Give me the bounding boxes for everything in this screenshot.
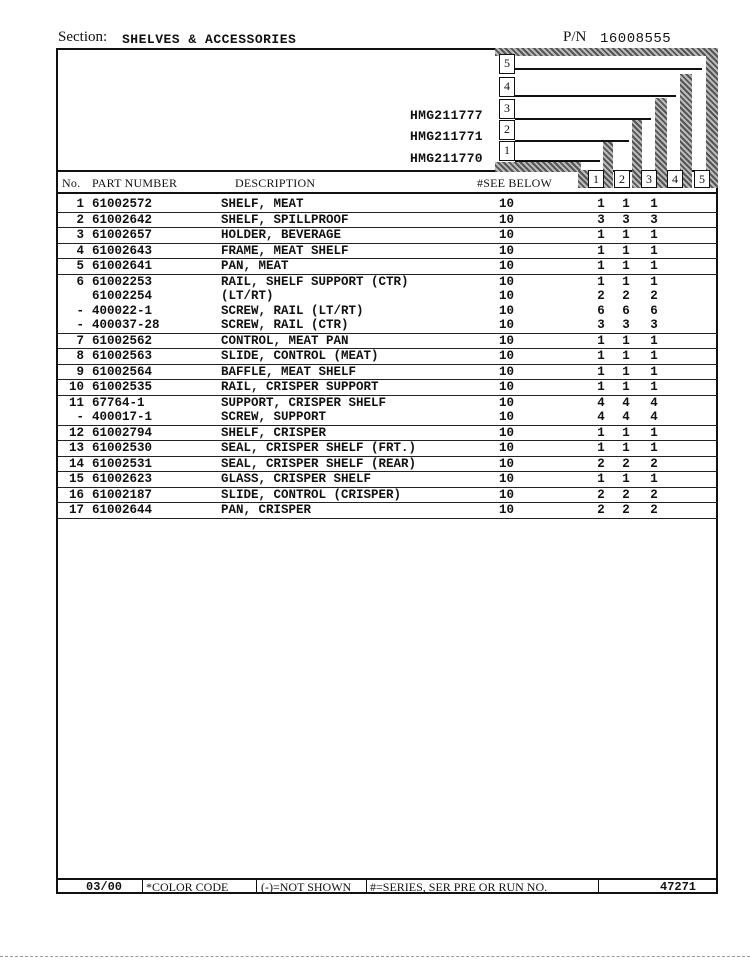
part-number: 61002644 (92, 503, 153, 517)
part-description: SHELF, SPILLPROOF (221, 212, 349, 227)
footer-not-shown: (-)=NOT SHOWN (261, 880, 352, 894)
model-hatch-top (495, 48, 718, 56)
parts-table (58, 197, 718, 519)
part-description: RAIL, SHELF SUPPORT (CTR) (221, 274, 409, 289)
model-box-3: 3 (499, 99, 515, 119)
part-description: (LT/RT) (221, 289, 274, 303)
col-header-see-below: #SEE BELOW (477, 176, 552, 190)
item-number: - (76, 410, 84, 424)
quantity-model-2: 1 (622, 380, 630, 394)
item-number: - (76, 318, 84, 332)
model-hatch-base-col (578, 170, 588, 188)
see-below-code: 10 (499, 410, 515, 424)
table-row (58, 334, 718, 350)
quantity-model-3: 3 (650, 212, 658, 227)
part-number: 61002562 (92, 333, 153, 348)
quantity-model-1: 1 (597, 425, 605, 440)
col-header-model-1: 1 (588, 170, 604, 188)
model-box-5: 5 (499, 54, 515, 74)
part-number: 61002641 (92, 259, 153, 273)
quantity-model-3: 1 (650, 274, 658, 289)
see-below-code: 10 (499, 274, 515, 289)
item-number: 7 (76, 333, 84, 348)
connector-line-5 (515, 68, 702, 70)
quantity-model-1: 1 (597, 197, 605, 211)
quantity-model-2: 1 (622, 333, 630, 348)
model-box-2: 2 (499, 120, 515, 140)
part-number: 61002563 (92, 349, 153, 363)
see-below-code: 10 (499, 289, 515, 303)
connector-line-1 (515, 160, 600, 162)
quantity-model-1: 3 (597, 318, 605, 332)
page-bottom-edge (0, 956, 750, 958)
part-number: 61002531 (92, 456, 153, 471)
item-number: 17 (68, 503, 84, 517)
part-description: SLIDE, CONTROL (CRISPER) (221, 487, 402, 502)
part-description: SLIDE, CONTROL (MEAT) (221, 349, 379, 363)
part-number: 67764-1 (92, 395, 145, 410)
table-row (58, 259, 718, 275)
footer-document-number: 47271 (660, 880, 697, 894)
table-row (58, 380, 718, 396)
quantity-model-2: 4 (622, 395, 630, 410)
model-number-3: HMG211770 (410, 151, 483, 166)
part-number: 61002623 (92, 472, 153, 486)
quantity-model-2: 1 (622, 243, 630, 258)
quantity-model-2: 1 (622, 425, 630, 440)
model-number-2: HMG211771 (410, 129, 483, 144)
col-header-no: No. (62, 176, 81, 190)
connector-line-3 (515, 118, 651, 120)
part-description: CONTROL, MEAT PAN (221, 333, 349, 348)
see-below-code: 10 (499, 228, 515, 242)
see-below-code: 10 (499, 333, 515, 348)
part-description: SUPPORT, CRISPER SHELF (221, 395, 387, 410)
see-below-code: 10 (499, 243, 515, 258)
quantity-model-1: 1 (597, 441, 605, 455)
part-description: SHELF, MEAT (221, 197, 304, 211)
quantity-model-3: 1 (650, 380, 658, 394)
quantity-model-2: 3 (622, 212, 630, 227)
table-row (58, 457, 718, 473)
model-box-4: 4 (499, 77, 515, 97)
quantity-model-1: 1 (597, 364, 605, 379)
part-description: PAN, MEAT (221, 259, 289, 273)
quantity-model-3: 1 (650, 349, 658, 363)
part-number: 61002643 (92, 243, 153, 258)
quantity-model-3: 1 (650, 228, 658, 242)
col-header-model-3: 3 (641, 170, 657, 188)
quantity-model-2: 1 (622, 228, 630, 242)
part-description: BAFFLE, MEAT SHELF (221, 364, 357, 379)
part-number: 61002253 (92, 274, 153, 289)
quantity-model-1: 4 (597, 395, 605, 410)
quantity-model-1: 6 (597, 303, 605, 318)
footer-color-code: *COLOR CODE (146, 880, 229, 894)
quantity-model-1: 1 (597, 380, 605, 394)
see-below-code: 10 (499, 349, 515, 363)
quantity-model-2: 6 (622, 303, 630, 318)
part-description: SHELF, CRISPER (221, 425, 327, 440)
footer-separator (366, 880, 367, 894)
quantity-model-3: 2 (650, 503, 658, 517)
col-header-model-2: 2 (614, 170, 630, 188)
col-header-part-number: PART NUMBER (92, 176, 178, 190)
table-row (58, 349, 718, 365)
table-row (58, 410, 718, 426)
item-number: 9 (76, 364, 84, 379)
part-description: FRAME, MEAT SHELF (221, 243, 349, 258)
part-number-label: P/N (563, 29, 587, 45)
quantity-model-1: 1 (597, 274, 605, 289)
part-description: SCREW, RAIL (LT/RT) (221, 303, 364, 318)
model-hatch-right (706, 48, 718, 188)
part-description: RAIL, CRISPER SUPPORT (221, 380, 379, 394)
part-number: 61002642 (92, 212, 153, 227)
quantity-model-1: 2 (597, 289, 605, 303)
quantity-model-2: 1 (622, 259, 630, 273)
table-row (58, 441, 718, 457)
see-below-code: 10 (499, 380, 515, 394)
see-below-code: 10 (499, 456, 515, 471)
quantity-model-2: 2 (622, 487, 630, 502)
see-below-code: 10 (499, 472, 515, 486)
see-below-code: 10 (499, 441, 515, 455)
quantity-model-3: 1 (650, 364, 658, 379)
see-below-code: 10 (499, 318, 515, 332)
item-number: 13 (68, 441, 84, 455)
item-number: 4 (76, 243, 84, 258)
connector-line-2 (515, 140, 629, 142)
quantity-model-3: 2 (650, 289, 658, 303)
see-below-code: 10 (499, 197, 515, 211)
quantity-model-3: 4 (650, 395, 658, 410)
quantity-model-2: 1 (622, 472, 630, 486)
part-description: PAN, CRISPER (221, 503, 312, 517)
item-number: 14 (68, 456, 84, 471)
quantity-model-3: 2 (650, 487, 658, 502)
see-below-code: 10 (499, 212, 515, 227)
quantity-model-1: 3 (597, 212, 605, 227)
see-below-code: 10 (499, 487, 515, 502)
part-number: 400022-1 (92, 303, 153, 318)
quantity-model-3: 1 (650, 472, 658, 486)
item-number: 16 (68, 487, 84, 502)
model-box-1: 1 (499, 141, 515, 161)
table-row (58, 318, 718, 334)
see-below-code: 10 (499, 425, 515, 440)
footer-date: 03/00 (86, 880, 123, 894)
part-number: 61002254 (92, 289, 153, 303)
quantity-model-1: 2 (597, 503, 605, 517)
see-below-code: 10 (499, 303, 515, 318)
part-description: GLASS, CRISPER SHELF (221, 472, 372, 486)
part-description: SEAL, CRISPER SHELF (FRT.) (221, 441, 417, 455)
quantity-model-1: 2 (597, 456, 605, 471)
part-number: 400017-1 (92, 410, 153, 424)
connector-line-4 (515, 95, 676, 97)
table-row (58, 228, 718, 244)
quantity-model-3: 1 (650, 425, 658, 440)
quantity-model-1: 2 (597, 487, 605, 502)
part-number: 61002187 (92, 487, 153, 502)
see-below-code: 10 (499, 395, 515, 410)
quantity-model-3: 1 (650, 333, 658, 348)
quantity-model-3: 4 (650, 410, 658, 424)
table-row (58, 289, 718, 304)
section-label: Section: (58, 29, 108, 45)
part-number: 61002657 (92, 228, 153, 242)
quantity-model-2: 1 (622, 274, 630, 289)
quantity-model-2: 1 (622, 364, 630, 379)
table-row (58, 304, 718, 319)
see-below-code: 10 (499, 259, 515, 273)
quantity-model-3: 3 (650, 318, 658, 332)
quantity-model-2: 4 (622, 410, 630, 424)
quantity-model-1: 1 (597, 243, 605, 258)
col-header-model-5: 5 (694, 170, 710, 188)
see-below-code: 10 (499, 364, 515, 379)
quantity-model-3: 6 (650, 303, 658, 318)
quantity-model-1: 1 (597, 259, 605, 273)
quantity-model-2: 2 (622, 503, 630, 517)
quantity-model-3: 2 (650, 456, 658, 471)
part-number: 61002572 (92, 197, 153, 211)
part-description: SCREW, RAIL (CTR) (221, 318, 349, 332)
part-number: 61002794 (92, 425, 153, 440)
model-number-1: HMG211777 (410, 108, 483, 123)
see-below-code: 10 (499, 503, 515, 517)
item-number: 5 (76, 259, 84, 273)
model-hatch-col1 (603, 142, 613, 188)
table-row (58, 213, 718, 229)
part-number-value: 16008555 (600, 31, 672, 47)
table-row (58, 488, 718, 504)
footer-separator (256, 880, 257, 894)
part-number: 61002564 (92, 364, 153, 379)
quantity-model-2: 1 (622, 349, 630, 363)
table-row (58, 365, 718, 381)
table-row (58, 197, 718, 213)
footer-separator (142, 880, 143, 894)
item-number: 1 (76, 197, 84, 211)
item-number: 6 (76, 274, 84, 289)
footer-separator (598, 880, 599, 894)
part-number: 61002530 (92, 441, 153, 455)
quantity-model-1: 1 (597, 228, 605, 242)
item-number: - (76, 303, 84, 318)
col-header-description: DESCRIPTION (235, 176, 316, 190)
quantity-model-2: 1 (622, 197, 630, 211)
col-header-model-4: 4 (667, 170, 683, 188)
table-row (58, 275, 718, 290)
part-number: 400037-28 (92, 318, 160, 332)
item-number: 11 (68, 395, 84, 410)
footer-series-note: #=SERIES, SER PRE OR RUN NO. (370, 880, 548, 894)
header-divider-bottom (56, 192, 718, 194)
model-hatch-base (495, 162, 581, 172)
quantity-model-2: 1 (622, 441, 630, 455)
section-name: SHELVES & ACCESSORIES (122, 32, 297, 47)
part-description: SCREW, SUPPORT (221, 410, 327, 424)
table-row (58, 472, 718, 488)
quantity-model-2: 2 (622, 456, 630, 471)
quantity-model-3: 1 (650, 441, 658, 455)
quantity-model-3: 1 (650, 259, 658, 273)
quantity-model-3: 1 (650, 243, 658, 258)
quantity-model-1: 1 (597, 333, 605, 348)
item-number: 12 (68, 425, 84, 440)
table-row (58, 426, 718, 442)
item-number: 10 (68, 380, 84, 394)
quantity-model-2: 2 (622, 289, 630, 303)
part-description: SEAL, CRISPER SHELF (REAR) (221, 456, 417, 471)
item-number: 2 (76, 212, 84, 227)
part-description: HOLDER, BEVERAGE (221, 228, 342, 242)
quantity-model-2: 3 (622, 318, 630, 332)
item-number: 8 (76, 349, 84, 363)
quantity-model-1: 1 (597, 472, 605, 486)
table-row (58, 503, 718, 519)
part-number: 61002535 (92, 380, 153, 394)
item-number: 3 (76, 228, 84, 242)
footer-bar (56, 878, 718, 894)
quantity-model-1: 4 (597, 410, 605, 424)
table-row (58, 244, 718, 260)
table-row (58, 396, 718, 411)
quantity-model-1: 1 (597, 349, 605, 363)
item-number: 15 (68, 472, 84, 486)
quantity-model-3: 1 (650, 197, 658, 211)
